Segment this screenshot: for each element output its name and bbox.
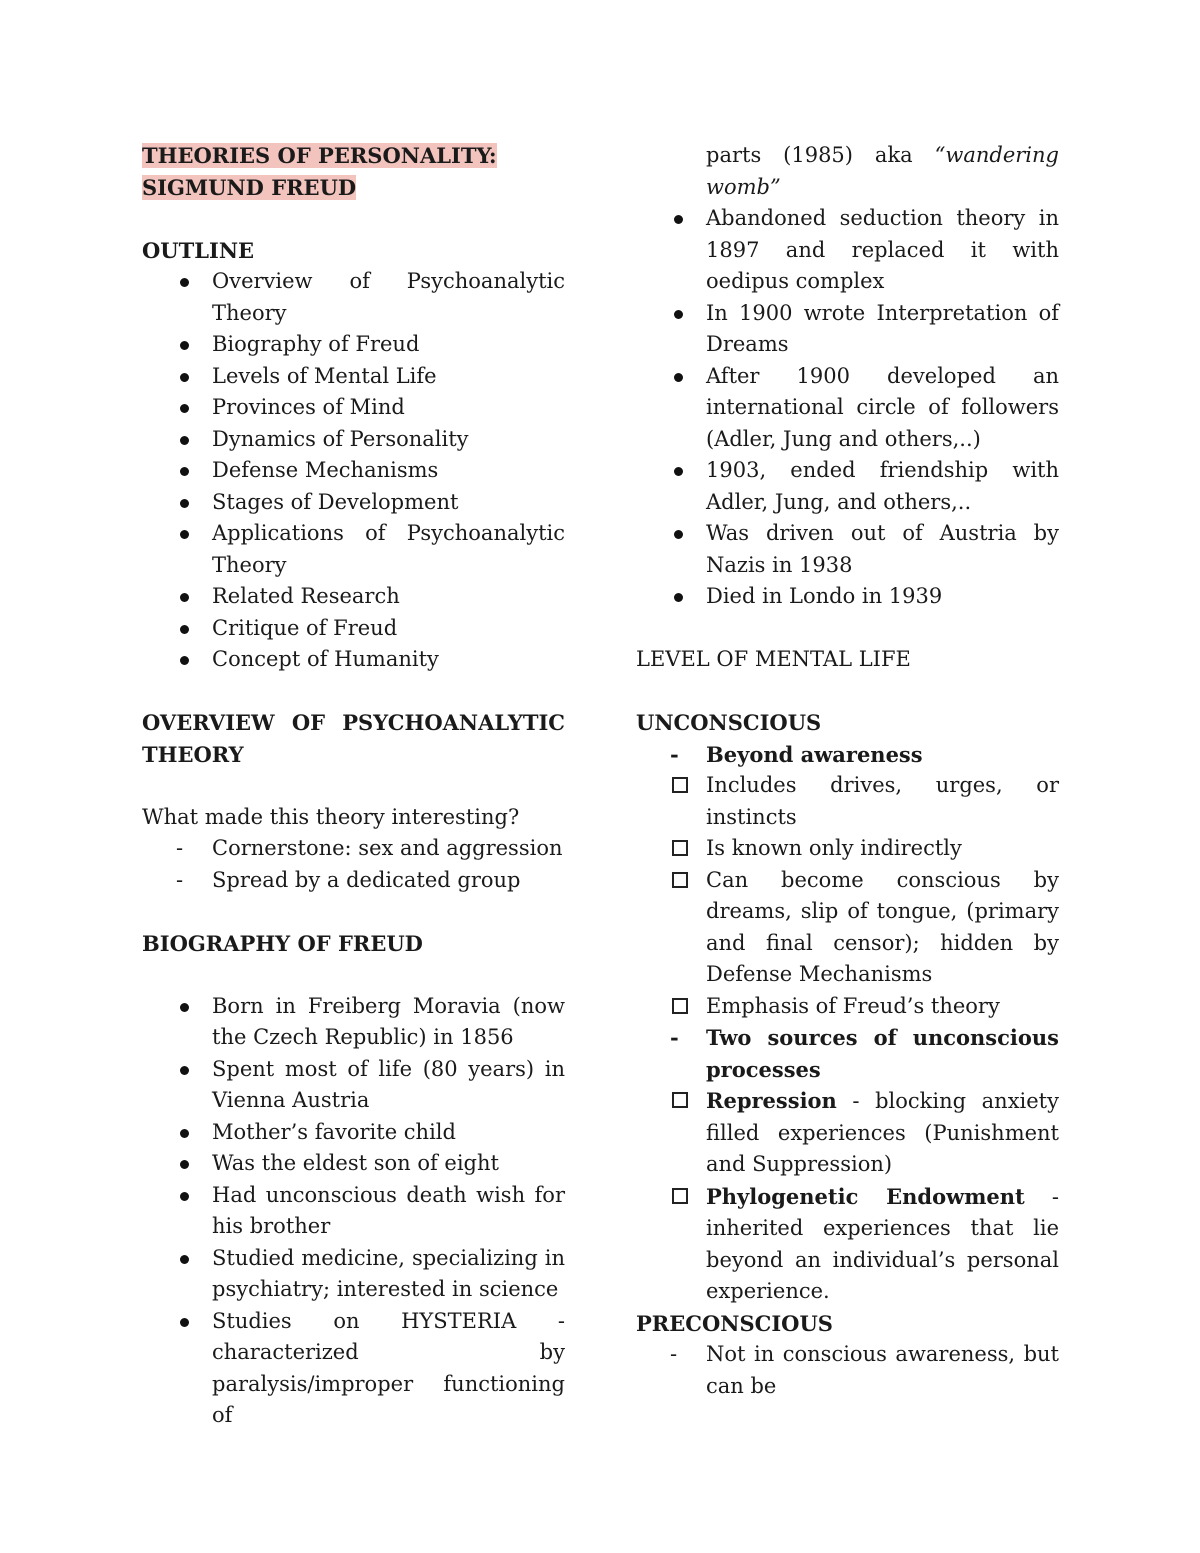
- bullet-icon: [180, 625, 189, 634]
- checkbox-icon: [672, 1188, 688, 1204]
- continued-item: [636, 140, 1059, 203]
- checkbox-icon: [672, 872, 688, 888]
- list-item: After 1900 developed an international circle of followers (Adler, Jung and others,..): [636, 361, 1059, 456]
- biography-list: [142, 991, 565, 1432]
- list-item: Phylogenetic Endowment - inherited experiences that lie beyond an individual’s personal experience.: [636, 1181, 1059, 1308]
- checkbox-icon: [672, 998, 688, 1014]
- bullet-icon: [180, 1129, 189, 1138]
- preconscious-heading: PRECONSCIOUS: [636, 1310, 833, 1336]
- list-item: 1903, ended friendship with Adler, Jung, and others,..: [636, 455, 1059, 518]
- bullet-icon: [180, 404, 189, 413]
- bullet-icon: [180, 1255, 189, 1264]
- list-item: - Cornerstone: sex and aggression: [142, 833, 565, 865]
- list-item: Concept of Humanity: [142, 644, 565, 676]
- list-item: Died in Londo in 1939: [636, 581, 1059, 613]
- preconscious-list: [636, 1339, 1059, 1402]
- list-item: Critique of Freud: [142, 613, 565, 645]
- bullet-icon: [180, 1192, 189, 1201]
- dash-icon: -: [670, 1342, 678, 1366]
- bullet-icon: [180, 373, 189, 382]
- bullet-icon: [180, 278, 189, 287]
- bullet-icon: [674, 310, 683, 319]
- bullet-icon: [674, 593, 683, 602]
- overview-points: [142, 833, 565, 896]
- list-item: Spent most of life (80 years) in Vienna Austria: [142, 1054, 565, 1117]
- list-item: Defense Mechanisms: [142, 455, 565, 487]
- list-item: Includes drives, urges, or instincts: [636, 770, 1059, 833]
- biography-list-continued: [636, 203, 1059, 613]
- list-item: - Beyond awareness: [636, 739, 1059, 771]
- checkbox-icon: [672, 1092, 688, 1108]
- list-item: Levels of Mental Life: [142, 361, 565, 393]
- list-item: parts (1985) aka “wandering womb”: [706, 143, 1059, 199]
- bullet-icon: [180, 467, 189, 476]
- level-heading: LEVEL OF MENTAL LIFE: [636, 647, 911, 671]
- bullet-icon: [674, 530, 683, 539]
- outline-list: [142, 266, 565, 676]
- page-title: THEORIES OF PERSONALITY: SIGMUND FREUD: [142, 143, 497, 200]
- bullet-icon: [180, 656, 189, 665]
- bullet-icon: [180, 593, 189, 602]
- bullet-icon: [180, 499, 189, 508]
- bullet-icon: [180, 1066, 189, 1075]
- dash-icon: -: [176, 867, 184, 892]
- outline-heading: OUTLINE: [142, 237, 255, 263]
- bullet-icon: [674, 215, 683, 224]
- checkbox-icon: [672, 840, 688, 856]
- list-item: Abandoned seduction theory in 1897 and replaced it with oedipus complex: [636, 203, 1059, 298]
- bullet-icon: [180, 530, 189, 539]
- list-item: - Spread by a dedicated group: [142, 865, 565, 897]
- list-item: Had unconscious death wish for his brother: [142, 1180, 565, 1243]
- list-item: Was driven out of Austria by Nazis in 1938: [636, 518, 1059, 581]
- list-item: - Two sources of unconscious processes: [636, 1022, 1059, 1085]
- right-column: [636, 140, 1059, 1402]
- bullet-icon: [180, 341, 189, 350]
- list-item: Emphasis of Freud’s theory: [636, 991, 1059, 1023]
- list-item: Repression - blocking anxiety filled experiences (Punishment and Suppression): [636, 1085, 1059, 1181]
- left-column: [142, 140, 565, 1432]
- list-item: Can become conscious by dreams, slip of tongue, (primary and final censor); hidden by Defense Mechanisms: [636, 865, 1059, 991]
- bullet-icon: [674, 373, 683, 382]
- list-item: Applications of Psychoanalytic Theory: [142, 518, 565, 581]
- dash-icon: -: [670, 741, 679, 767]
- bullet-icon: [180, 1160, 189, 1169]
- list-item: Biography of Freud: [142, 329, 565, 361]
- list-item: Was the eldest son of eight: [142, 1148, 565, 1180]
- checkbox-icon: [672, 777, 688, 793]
- list-item: Provinces of Mind: [142, 392, 565, 424]
- list-item: Related Research: [142, 581, 565, 613]
- list-item: Mother’s favorite child: [142, 1117, 565, 1149]
- list-item: - Not in conscious awareness, but can be: [636, 1339, 1059, 1402]
- bullet-icon: [180, 1318, 189, 1327]
- overview-heading: OVERVIEW OF PSYCHOANALYTIC THEORY: [142, 710, 565, 767]
- bullet-icon: [180, 1003, 189, 1012]
- overview-question: What made this theory interesting?: [142, 804, 520, 829]
- bullet-icon: [180, 436, 189, 445]
- unconscious-list: [636, 739, 1059, 1308]
- list-item: Overview of Psychoanalytic Theory: [142, 266, 565, 329]
- list-item: Dynamics of Personality: [142, 424, 565, 456]
- dash-icon: -: [670, 1025, 679, 1050]
- biography-heading: BIOGRAPHY OF FREUD: [142, 930, 423, 956]
- bullet-icon: [674, 467, 683, 476]
- list-item: In 1900 wrote Interpretation of Dreams: [636, 298, 1059, 361]
- unconscious-heading: UNCONSCIOUS: [636, 710, 822, 735]
- dash-icon: -: [176, 836, 184, 860]
- list-item: Is known only indirectly: [636, 833, 1059, 865]
- list-item: Born in Freiberg Moravia (now the Czech Republic) in 1856: [142, 991, 565, 1054]
- list-item: Studies on HYSTERIA - characterized by paralysis/improper functioning of: [142, 1306, 565, 1432]
- list-item: Studied medicine, specializing in psychiatry; interested in science: [142, 1243, 565, 1306]
- list-item: Stages of Development: [142, 487, 565, 519]
